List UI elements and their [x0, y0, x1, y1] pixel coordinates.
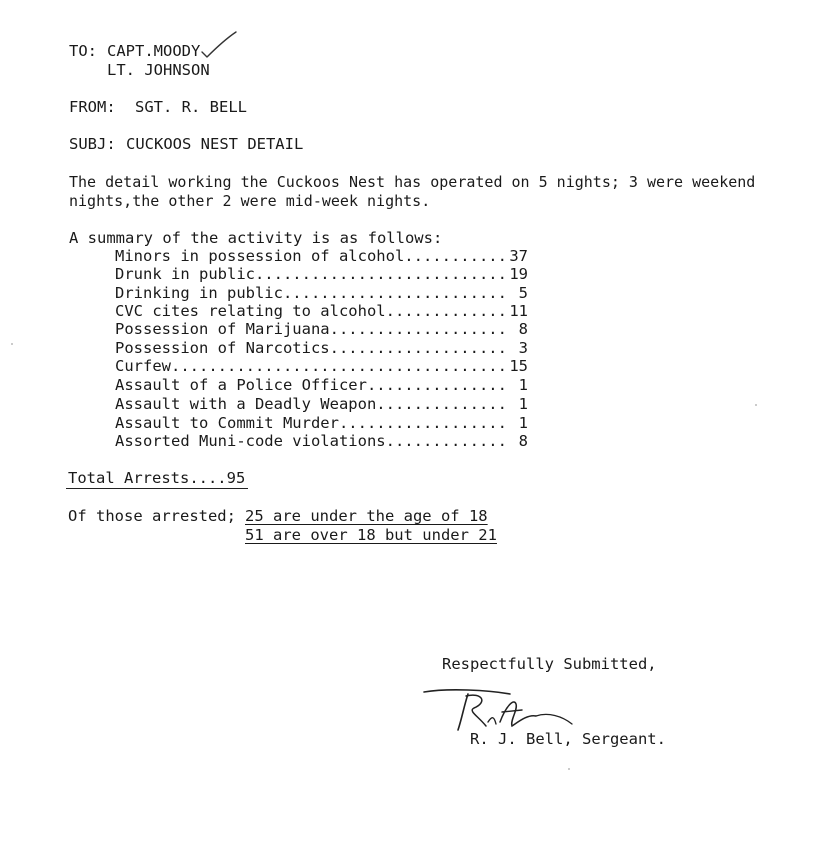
activity-count: 8 — [518, 320, 528, 338]
checkmark-icon — [200, 28, 240, 58]
activity-label: Assault of a Police Officer............... — [115, 376, 507, 394]
activity-label: Possession of Marijuana................... — [115, 320, 507, 338]
from-value: SGT. R. BELL — [135, 98, 247, 116]
closing-respectfully: Respectfully Submitted, — [442, 655, 657, 673]
activity-label: Drinking in public........................ — [115, 284, 507, 302]
activity-count: 1 — [518, 395, 528, 413]
signer-name: R. J. Bell, Sergeant. — [470, 730, 666, 748]
paragraph-line-1: The detail working the Cuckoos Nest has operated on 5 nights; 3 were weekend — [69, 173, 756, 191]
activity-count: 19 — [509, 265, 528, 283]
activity-label: Assorted Muni-code violations............. — [115, 432, 507, 450]
total-arrests: Total Arrests....95 — [68, 469, 246, 487]
activity-count: 15 — [509, 357, 528, 375]
to-label: TO: — [69, 42, 97, 60]
total-underline — [66, 488, 248, 489]
speck — [568, 768, 570, 770]
from-label: FROM: — [69, 98, 116, 116]
subj-value: CUCKOOS NEST DETAIL — [126, 135, 304, 153]
speck — [11, 343, 13, 345]
of-those-prefix: Of those arrested; — [68, 507, 236, 525]
activity-count: 37 — [509, 247, 528, 265]
activity-count: 11 — [509, 302, 528, 320]
to-recipient-1: CAPT.MOODY — [107, 42, 201, 60]
summary-intro: A summary of the activity is as follows: — [69, 229, 443, 247]
over-18-line: 51 are over 18 but under 21 — [245, 526, 497, 544]
activity-label: Minors in possession of alcohol........... — [115, 247, 507, 265]
under-18-line: 25 are under the age of 18 — [245, 507, 488, 525]
activity-count: 5 — [518, 284, 528, 302]
activity-count: 1 — [518, 414, 528, 432]
to-recipient-2: LT. JOHNSON — [107, 61, 210, 79]
activity-label: Curfew.................................... — [115, 357, 507, 375]
speck — [755, 404, 757, 406]
subj-label: SUBJ: — [69, 135, 116, 153]
activity-label: CVC cites relating to alcohol............. — [115, 302, 507, 320]
activity-label: Drunk in public........................... — [115, 265, 507, 283]
activity-count: 3 — [518, 339, 528, 357]
activity-label: Assault to Commit Murder.................. — [115, 414, 507, 432]
activity-label: Possession of Narcotics................... — [115, 339, 507, 357]
activity-count: 8 — [518, 432, 528, 450]
paragraph-line-2: nights,the other 2 were mid-week nights. — [69, 192, 431, 210]
activity-count: 1 — [518, 376, 528, 394]
activity-label: Assault with a Deadly Weapon.............. — [115, 395, 507, 413]
